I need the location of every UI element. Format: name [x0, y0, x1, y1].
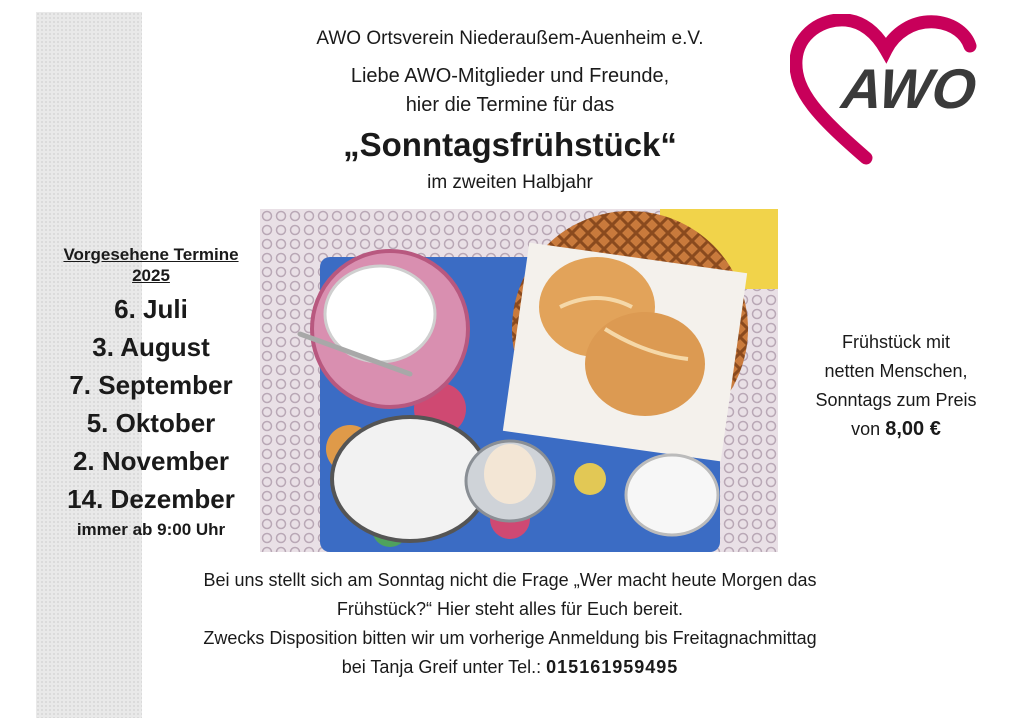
bread-roll-2: [585, 312, 705, 416]
price-info: [776, 328, 1016, 444]
date-item: 5. Oktober: [86, 408, 216, 438]
contact-prefix: bei Tanja Greif unter Tel.:: [341, 657, 542, 677]
greeting-line-1: Liebe AWO-Mitglieder und Freunde,: [350, 65, 670, 87]
price-prefix: von: [851, 419, 881, 439]
footer-text: [40, 566, 980, 682]
egg: [484, 444, 536, 504]
breakfast-photo: [260, 209, 778, 552]
phone-number: 015161959495: [546, 657, 679, 677]
price-line-3: Sonntags zum Preis: [815, 390, 977, 410]
event-title: „Sonntagsfrühstück“: [343, 126, 677, 163]
footer-line-2: Frühstück?“ Hier steht alles für Euch bereit.: [336, 599, 684, 619]
time-note: immer ab 9:00 Uhr: [76, 520, 226, 539]
logo-text: AWO: [838, 57, 980, 120]
date-item: 3. August: [92, 332, 210, 362]
price-amount: 8,00 €: [885, 418, 941, 440]
schedule-year: 2025: [132, 266, 170, 285]
date-item: 6. Juli: [114, 294, 188, 324]
sugar-bowl: [626, 455, 718, 535]
greeting: [260, 62, 760, 120]
awo-logo: [790, 14, 990, 166]
date-item: 2. November: [72, 446, 230, 476]
date-list: [40, 290, 262, 518]
organization-name: AWO Ortsverein Niederaußem-Auenheim e.V.: [316, 28, 704, 49]
price-line-4: [776, 415, 1016, 444]
footer-line-3: Zwecks Disposition bitten wir um vorherige Anmeldung bis Freitagnachmittag: [203, 628, 817, 648]
price-line-1: Frühstück mit: [841, 332, 951, 352]
event-subtitle: im zweiten Halbjahr: [427, 172, 593, 193]
footer-line-1: Bei uns stellt sich am Sonntag nicht die Frage „Wer macht heute Morgen das: [203, 570, 817, 590]
schedule-heading: Vorgesehene Termine: [63, 245, 239, 264]
date-item: 14. Dezember: [67, 484, 235, 514]
schedule: [40, 244, 262, 540]
date-item: 7. September: [69, 370, 233, 400]
price-line-2: netten Menschen,: [824, 361, 968, 381]
greeting-line-2: hier die Termine für das: [405, 94, 615, 116]
footer-line-4: [40, 653, 980, 682]
